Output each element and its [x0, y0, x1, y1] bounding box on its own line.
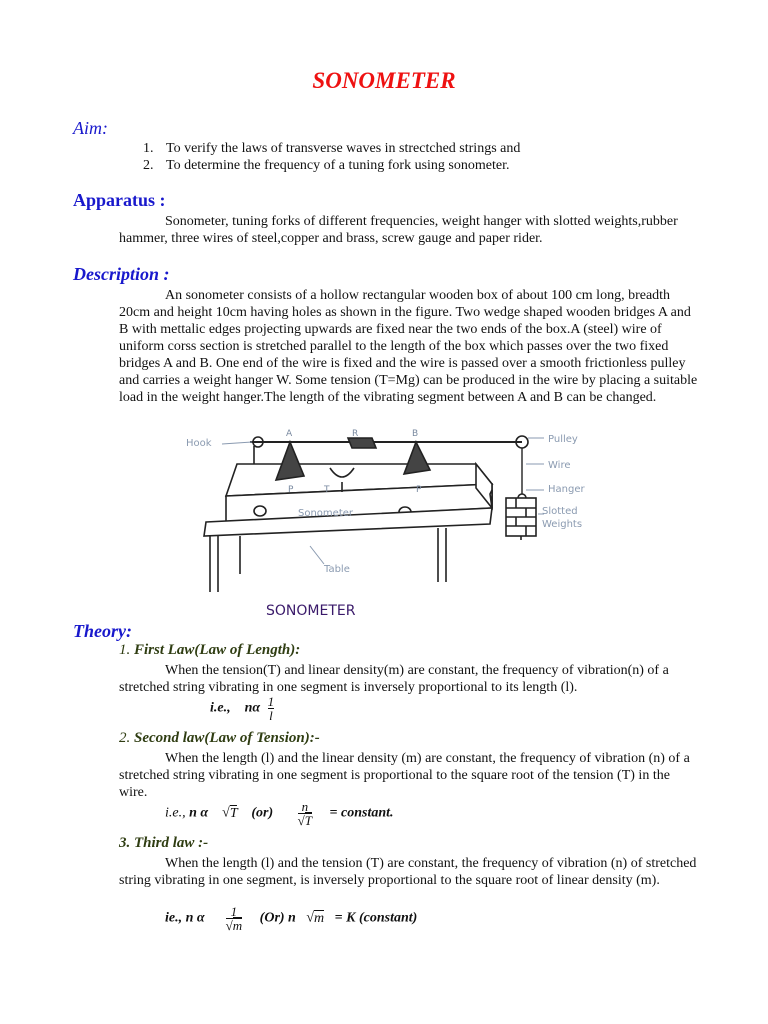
figure-caption: SONOMETER	[266, 603, 356, 619]
figure-label-weights: Weights	[542, 519, 583, 530]
figure-label-p-left: P	[288, 485, 294, 495]
page-title: SONOMETER	[312, 68, 456, 93]
figure-label-hook: Hook	[186, 438, 212, 449]
law3-eq-fraction	[226, 905, 243, 932]
law3-eq-denominator: m	[232, 918, 243, 933]
figure-label-b: B	[412, 429, 419, 439]
aim-item-2-text: To determine the frequency of a tuning fork using sonometer.	[166, 158, 510, 173]
aim-heading: Aim:	[73, 118, 108, 138]
law2-eq-frac-num: n	[301, 799, 309, 814]
aim-item-1-num: 1.	[143, 141, 154, 156]
description-heading: Description :	[73, 264, 170, 284]
law2-eq-frac-sqrt-sign: √	[297, 813, 305, 828]
apparatus-text: Sonometer, tuning forks of different frequencies, weight hanger with slotted weights,rubber hammer, three wires of steel,copper and brass, screw gauge and paper rider.	[119, 214, 678, 246]
law1-eq-prefix: i.e.,	[210, 700, 231, 716]
law3-eq-den-sqrt-sign: √	[225, 918, 233, 933]
law3-text: When the length (l) and the tension (T) are constant, the frequency of vibration (n) of stretched string vibrating in one segment, is inversely proportional to the square root of linear density (m).	[119, 856, 697, 888]
law3-eq-numerator: 1	[230, 904, 238, 919]
law3-heading	[119, 835, 208, 852]
figure-label-wire: Wire	[548, 460, 571, 471]
description-text: An sonometer consists of a hollow rectangular wooden box of about 100 cm long, breadth 20cm and height 10cm having holes as shown in the figure. Two wedge shaped wooden bridges A and B with mettalic edges projecting upwards are fixed near the two ends of the box.A (steel) wire of uniform corss section is stretched parallel to the length of the box which passes over the two fixed bridges A and B. One end of the wire is fixed and the wire is passed over a smooth frictionless pulley and carries a weight hanger W. Some tension (T=Mg) can be produced in the wire by placing a suitable load in the weight hanger.The length of the vibrating segment between A and B can be changed.	[119, 288, 698, 405]
law1-equation	[210, 695, 274, 722]
law2-eq-prefix: i.e.,	[165, 805, 186, 821]
law1-eq-fraction	[268, 695, 275, 722]
aim-item-2-num: 2.	[143, 158, 154, 173]
law3-eq-sqrt-m: m	[314, 910, 325, 926]
law3-eq-prefix: ie., n α	[165, 910, 205, 926]
law2-eq-fraction	[298, 800, 312, 827]
figure-label-sonometer: Sonometer	[298, 508, 353, 519]
figure-label-r: R	[352, 429, 359, 439]
law2-eq-sqrt-sign: √	[222, 805, 230, 821]
figure-label-pulley: Pulley	[548, 434, 578, 445]
law3-equation	[165, 905, 417, 932]
law1-title: First Law(Law of Length):	[134, 642, 301, 658]
law3-eq-sqrt-sign: √	[306, 910, 315, 926]
apparatus-heading: Apparatus :	[73, 190, 166, 210]
law2-text: When the length (l) and the linear density (m) are constant, the frequency of vibration (n) of a stretched string vibrating in one segment is proportional to the square root of the tension (T) in the wire.	[119, 751, 690, 800]
law1-eq-denominator: l	[269, 708, 273, 723]
law1-heading	[119, 642, 300, 659]
law3-eq-constant: = K (constant)	[334, 910, 418, 926]
figure-label-table: Table	[324, 564, 350, 575]
law2-eq-or: (or)	[251, 805, 274, 821]
law2-eq-frac-den: T	[304, 813, 313, 828]
law3-eq-or: (Or) n	[259, 910, 296, 926]
law2-eq-n: n α	[189, 805, 209, 821]
figure-label-p-right: P	[416, 485, 422, 495]
aim-item-1-text: To verify the laws of transverse waves in strectched strings and	[166, 141, 521, 156]
law3-title: Third law :-	[134, 835, 209, 851]
figure-label-hanger: Hanger	[548, 484, 585, 495]
law2-eq-sqrt-T: T	[229, 805, 238, 821]
law1-eq-numerator: 1	[267, 694, 275, 709]
sonometer-figure	[180, 424, 600, 602]
figure-label-slotted: Slotted	[542, 506, 578, 517]
law1-eq-n: nα	[244, 700, 261, 716]
law2-eq-constant: = constant.	[329, 805, 394, 821]
law2-equation	[165, 800, 394, 827]
law2-title: Second law(Law of Tension):-	[134, 730, 320, 746]
law3-number: 3.	[119, 835, 131, 851]
law1-number: 1.	[119, 642, 131, 658]
law2-heading	[119, 730, 320, 747]
figure-label-t: T	[324, 485, 330, 495]
law1-text: When the tension(T) and linear density(m) are constant, the frequency of vibration(n) of a stretched string vibrating in one segment is inversely proportional to its length (l).	[119, 663, 669, 695]
theory-heading: Theory:	[73, 621, 132, 641]
figure-label-a: A	[286, 429, 293, 439]
law2-number: 2.	[119, 730, 131, 746]
